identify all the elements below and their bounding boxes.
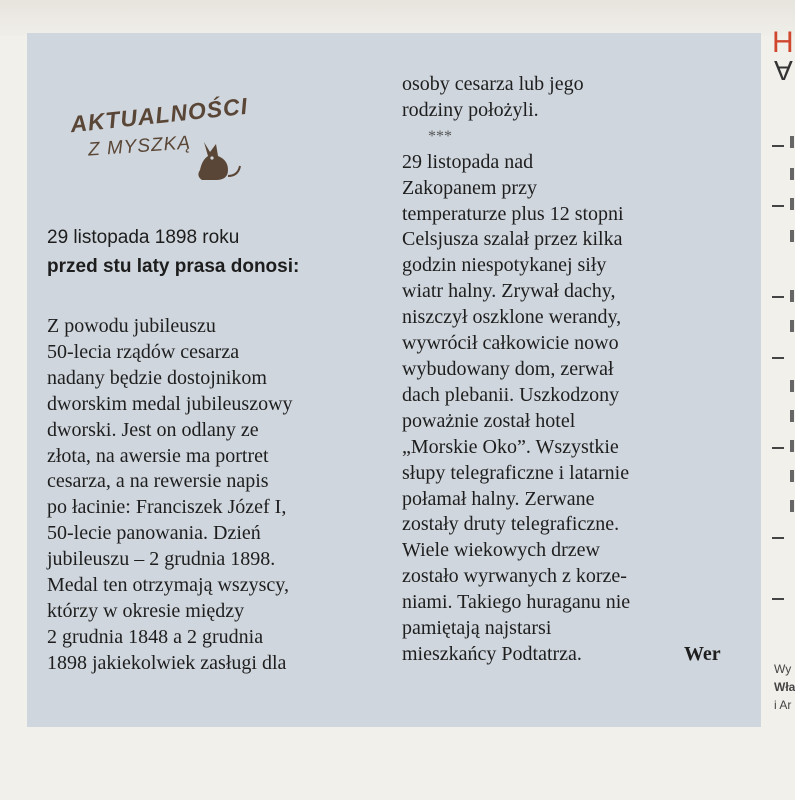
text-line: osoby cesarza lub jego: [402, 73, 584, 95]
logo-subtitle: Z MYSZKĄ: [87, 132, 192, 161]
text-line: jubileuszu – 2 grudnia 1898.: [47, 548, 276, 571]
adjacent-footer-line: i Ar: [774, 698, 792, 712]
list-dash: [772, 357, 784, 359]
text-line: zostało wyrwanych z korze-: [402, 565, 627, 588]
page-top-bleed: [0, 0, 795, 36]
text-line: dworskim medal jubileuszowy: [47, 392, 293, 415]
article-column-1: [47, 314, 377, 677]
text-fragment: [790, 136, 794, 148]
text-line: rodziny położyli.: [402, 98, 539, 121]
column-logo: [60, 78, 260, 188]
text-line: niami. Takiego huraganu nie: [402, 591, 631, 614]
text-line: 29 listopada nad: [402, 150, 534, 173]
text-line: godzin niespotykanej siły: [402, 254, 607, 277]
text-line: po łacinie: Franciszek Józef I,: [47, 496, 287, 519]
text-line: 50-lecie panowania. Dzień: [47, 522, 261, 545]
article-column-2: [402, 72, 732, 668]
adjacent-footer-line: Wła: [774, 680, 795, 694]
text-fragment: [790, 168, 794, 180]
text-fragment: [790, 470, 794, 482]
text-line: mieszkańcy Podtatrza.: [402, 642, 582, 665]
text-fragment: [790, 230, 794, 242]
article-date: 29 listopada 1898 roku: [47, 227, 240, 248]
article-subhead: przed stu laty prasa donosi:: [47, 256, 300, 277]
text-line: złota, na awersie ma portret: [47, 444, 269, 467]
text-line: „Morskie Oko”. Wszystkie: [402, 435, 619, 458]
list-dash: [772, 145, 784, 147]
text-line: dach plebanii. Uszkodzony: [402, 383, 620, 406]
text-fragment: [790, 500, 794, 512]
text-line: niszczył oszklone werandy,: [402, 306, 622, 329]
list-dash: [772, 296, 784, 298]
text-fragment: [790, 440, 794, 452]
mouse-icon: [190, 136, 244, 186]
text-fragment: [790, 380, 794, 392]
list-dash: [772, 537, 784, 539]
adjacent-page-edge: [762, 0, 795, 800]
text-line: temperaturze plus 12 stopni: [402, 202, 624, 225]
text-fragment: [790, 410, 794, 422]
text-line: 50-lecia rządów cesarza: [47, 340, 240, 363]
text-line: słupy telegraficzne i latarnie: [402, 461, 630, 484]
text-line: poważnie został hotel: [402, 409, 576, 432]
text-line: którzy w okresie między: [47, 599, 245, 622]
text-fragment: [790, 320, 794, 332]
text-line: wywrócił całkowicie nowo: [402, 332, 619, 355]
text-line: 1898 jakiekolwiek zasługi dla: [47, 651, 287, 674]
author-signature: Wer: [684, 642, 721, 665]
text-line: wybudowany dom, zerwał: [402, 357, 614, 380]
adjacent-rotated-letter: A: [774, 55, 793, 86]
text-line: Zakopanem przy: [402, 176, 537, 199]
text-line: pamiętają najstarsi: [402, 617, 552, 640]
text-line: zostały druty telegraficzne.: [402, 513, 620, 536]
list-dash: [772, 598, 784, 600]
text-line: cesarza, a na rewersie napis: [47, 470, 269, 493]
adjacent-heading-letter: H: [772, 26, 794, 59]
text-line: 2 grudnia 1848 a 2 grudnia: [47, 625, 264, 648]
logo-title: AKTUALNOŚCI: [69, 92, 250, 138]
text-line: Medal ten otrzymają wszyscy,: [47, 574, 289, 597]
list-dash: [772, 205, 784, 207]
last-line: [402, 642, 732, 668]
text-line: Wiele wiekowych drzew: [402, 539, 600, 562]
text-line: Z powodu jubileuszu: [47, 315, 216, 337]
text-line: nadany będzie dostojnikom: [47, 366, 267, 389]
adjacent-footer-line: Wy: [774, 662, 792, 676]
text-line: Celsjusza szalał przez kilka: [402, 228, 623, 251]
text-line: połamał halny. Zerwane: [402, 487, 595, 510]
list-dash: [772, 447, 784, 449]
section-separator: ***: [428, 127, 452, 145]
text-line: wiatr halny. Zrywał dachy,: [402, 280, 616, 303]
text-fragment: [790, 198, 794, 210]
text-line: dworski. Jest on odlany ze: [47, 418, 259, 441]
text-fragment: [790, 290, 794, 302]
